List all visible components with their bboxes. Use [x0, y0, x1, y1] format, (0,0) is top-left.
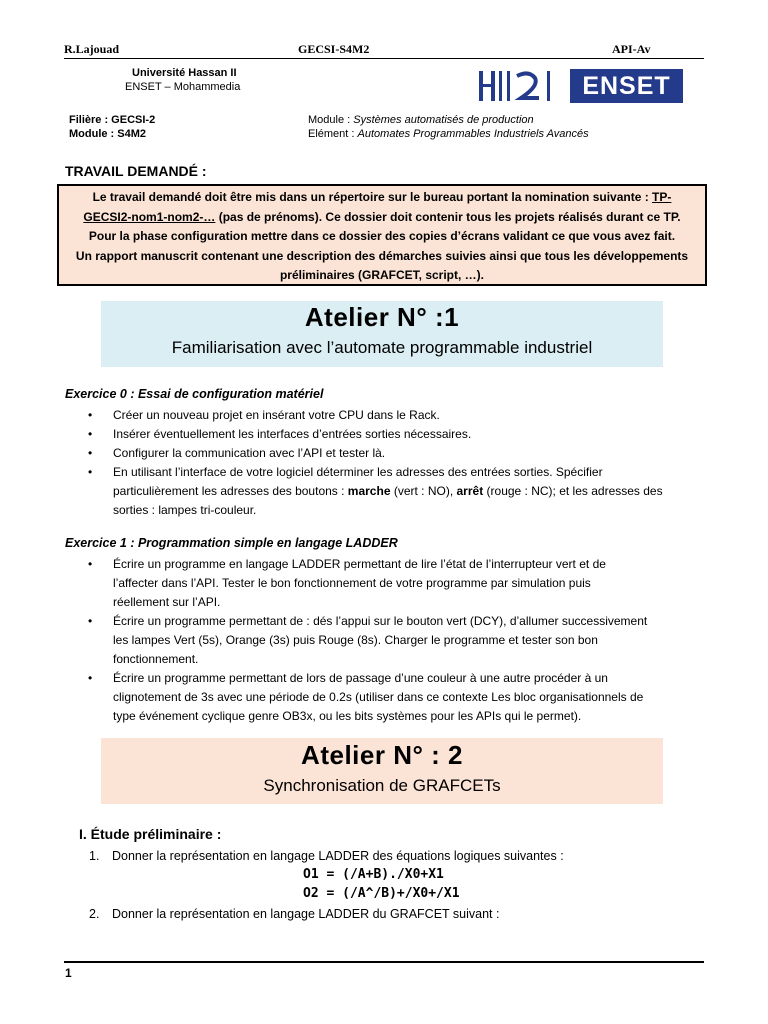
university-name: Université Hassan II [132, 67, 237, 79]
travail-line-3: Pour la phase configuration mettre dans ce dossier des copies d’écrans validant ce que vous avez fait. [88, 229, 676, 243]
travail-line-1: Le travail demandé doit être mis dans un répertoire sur le bureau portant la nomination suivante : TP- [92, 190, 672, 204]
travail-title: TRAVAIL DEMANDÉ : [65, 163, 207, 179]
list-item: • Créer un nouveau projet en insérant votre CPU dans le Rack. [88, 408, 440, 422]
module-code-label: Module : S4M2 [69, 128, 147, 140]
ex0-title: Exercice 0 : Essai de configuration matériel [65, 387, 324, 401]
footer-rule [64, 961, 704, 963]
atelier2-title: Atelier N° : 2 [301, 740, 463, 770]
header-course: GECSI-S4M2 [298, 42, 370, 56]
equation-o2: O2 = (/A^/B)+/X0+/X1 [303, 886, 460, 901]
filiere-label: Filière : GECSI-2 [69, 114, 156, 126]
enset-logo: ENSET [570, 69, 683, 103]
etude-item1-number: 1. [89, 849, 100, 863]
travail-line-5: préliminaires (GRAFCET, script, …). [279, 268, 485, 282]
module-description: Module : Systèmes automatisés de production [308, 114, 534, 126]
page-number: 1 [65, 966, 72, 980]
etude-item1: Donner la représentation en langage LADDER des équations logiques suivantes : [112, 849, 564, 863]
list-item: • En utilisant l’interface de votre logiciel déterminer les adresses des entrées sorties. Spécifier particulièrement les adresses des boutons : marche (vert : NO), arrêt (rouge : NC); et les adresses des sorties : lampes tri-couleur. [88, 465, 663, 517]
travail-line-4: Un rapport manuscrit contenant une description des démarches suivies ainsi que tous les développements [75, 248, 689, 263]
travail-frame [57, 184, 707, 286]
list-item: • Configurer la communication avec l’API et tester là. [88, 446, 386, 460]
travail-line-2: GECSI2-nom1-nom2-… (pas de prénoms). Ce dossier doit contenir tous les projets réalisés durant ce TP. [83, 209, 681, 224]
university-logo [477, 68, 562, 104]
header-author: R.Lajouad [64, 42, 120, 56]
header-subject: API-Av [612, 42, 651, 56]
atelier1-banner [101, 301, 663, 367]
ex1-title: Exercice 1 : Programmation simple en langage LADDER [65, 536, 398, 550]
university-school: ENSET – Mohammedia [125, 81, 241, 93]
atelier2-subtitle: Synchronisation de GRAFCETs [263, 776, 501, 795]
list-item: • Insérer éventuellement les interfaces d’entrées sorties nécessaires. [88, 427, 472, 441]
list-item: • Écrire un programme permettant de : dés l’appui sur le bouton vert (DCY), d’allumer successivement les lampes Vert (5s), Orange (3s) puis Rouge (8s). Charger le programme et tester son bon fonctionnement. [88, 614, 648, 666]
etude-item2-number: 2. [89, 907, 100, 921]
atelier2-banner [101, 738, 663, 804]
list-item: • Écrire un programme en langage LADDER permettant de lire l’état de l’interrupteur vert et de l’affecter dans l’API. Tester le bon fonctionnement de votre programme par simulation puis réellement sur l’API. [88, 557, 606, 609]
list-item: • Écrire un programme permettant de lors de passage d’une couleur à une autre procéder à un clignotement de 3s avec une période de 0.2s (utiliser dans ce contexte Les bloc organisationnels de type événement cyclique genre OB3x, ou les bits systèmes pour les APIs qui le permet). [88, 671, 644, 723]
header-rule [64, 58, 704, 59]
atelier1-subtitle: Familiarisation avec l’automate programmable industriel [171, 338, 593, 357]
atelier1-title: Atelier N° :1 [304, 302, 460, 332]
etude-title: I. Étude préliminaire : [79, 826, 222, 842]
etude-item2: Donner la représentation en langage LADDER du GRAFCET suivant : [112, 907, 500, 921]
equation-o1: O1 = (/A+B)./X0+X1 [303, 867, 444, 882]
element-description: Elément : Automates Programmables Industriels Avancés [308, 128, 589, 140]
